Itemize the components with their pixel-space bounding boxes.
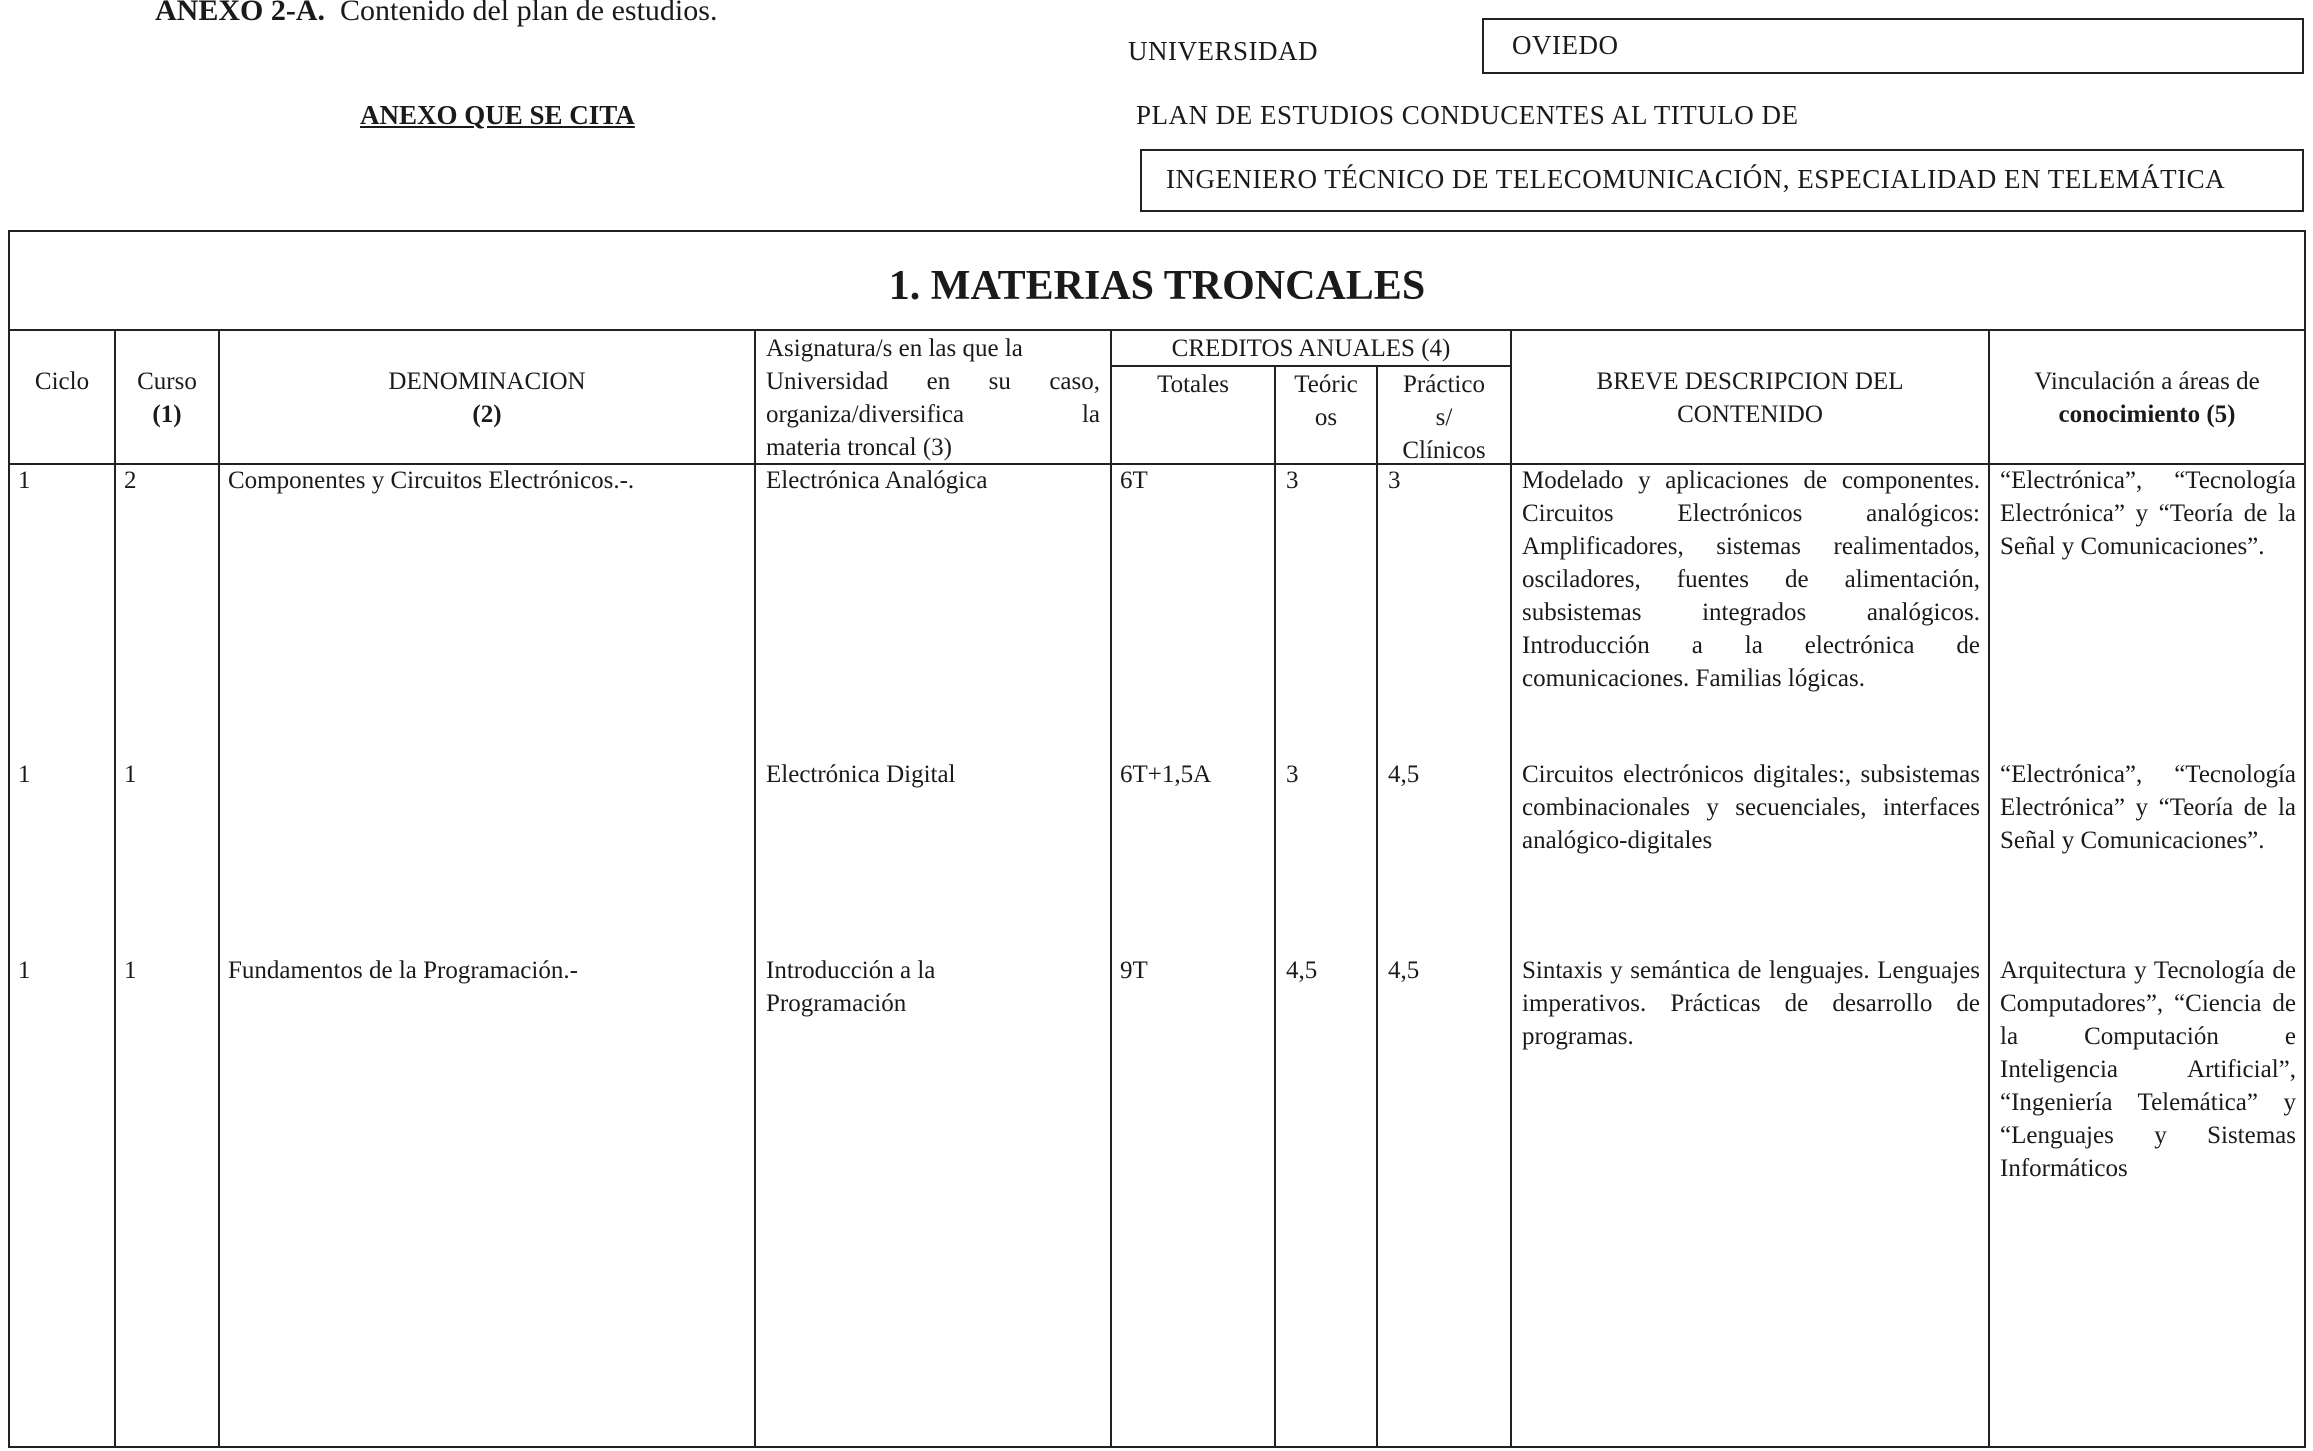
col-header-ciclo: Ciclo bbox=[34, 368, 90, 395]
annex-cited: ANEXO QUE SE CITA bbox=[360, 100, 635, 130]
col-header-denominacion bbox=[220, 365, 754, 431]
row3-ciclo: 1 bbox=[18, 957, 31, 984]
row1-teoricos: 3 bbox=[1286, 467, 1299, 494]
col-header-asignatura-line: organiza/diversifica la bbox=[766, 401, 1100, 428]
annex-heading-text: Contenido del plan de estudios. bbox=[340, 0, 718, 27]
row1-descripcion: Modelado y aplicaciones de componentes. Circuitos Electrónicos analógicos: Amplificadores, sistemas realimentados, osciladores, fuentes de alimentación, subsistemas integrados analógicos. Introducción a la electrónica de comunicaciones. Familias lógicas. bbox=[1522, 467, 1980, 692]
plan-label: PLAN DE ESTUDIOS CONDUCENTES AL TITULO DE bbox=[1136, 100, 1799, 130]
col-divider bbox=[754, 329, 756, 1447]
annex-heading bbox=[155, 0, 717, 28]
university-value: OVIEDO bbox=[1512, 30, 1619, 60]
col-divider bbox=[1510, 329, 1512, 1447]
row2-vinculacion: “Electrónica”, “Tecnología Electrónica” y “Teoría de la Señal y Comunicaciones”. bbox=[2000, 761, 2296, 854]
row2-asignatura: Electrónica Digital bbox=[766, 761, 956, 788]
col-header-asignatura bbox=[766, 332, 1100, 464]
row3-descripcion: Sintaxis y semántica de lenguajes. Lenguajes imperativos. Prácticas de desarrollo de programas. bbox=[1522, 957, 1980, 1050]
col-header-denominacion-note: (2) bbox=[472, 401, 502, 428]
row3-denominacion: Fundamentos de la Programación.- bbox=[228, 957, 578, 984]
col-header-asignatura-line: materia troncal (3) bbox=[766, 434, 953, 461]
col-divider bbox=[218, 329, 220, 1447]
subjects-table bbox=[8, 230, 2306, 1448]
row1-denominacion: Componentes y Circuitos Electrónicos.-. bbox=[228, 467, 635, 494]
col-divider bbox=[1274, 365, 1276, 1447]
col-header-teoricos-line: os bbox=[1314, 404, 1338, 431]
row3-asignatura: Introducción a la Programación bbox=[766, 957, 936, 1017]
row1-vinculacion: “Electrónica”, “Tecnología Electrónica” y “Teoría de la Señal y Comunicaciones”. bbox=[2000, 467, 2296, 560]
row3-curso: 1 bbox=[124, 957, 137, 984]
col-header-descripcion bbox=[1512, 365, 1988, 431]
row2-ciclo: 1 bbox=[18, 761, 31, 788]
col-header-curso bbox=[116, 365, 218, 431]
row2-practicos: 4,5 bbox=[1388, 761, 1420, 788]
col-divider bbox=[1376, 365, 1378, 1447]
col-header-practicos-line: Práctico bbox=[1403, 371, 1485, 398]
row3-practicos: 4,5 bbox=[1388, 957, 1420, 984]
row3-vinculacion: Arquitectura y Tecnología de Computadores”, “Ciencia de la Computación e Inteligencia Artificial”, “Ingeniería Telemática” y “Lenguajes y Sistemas Informáticos bbox=[2000, 957, 2296, 1182]
credits-subheader-rule bbox=[1110, 365, 1510, 367]
row2-teoricos: 3 bbox=[1286, 761, 1299, 788]
col-header-descripcion-line: CONTENIDO bbox=[1677, 401, 1823, 428]
table-header-rule bbox=[10, 329, 2304, 331]
col-divider bbox=[1110, 329, 1112, 1447]
row1-asignatura: Electrónica Analógica bbox=[766, 467, 988, 494]
col-header-asignatura-line: Universidad en su caso, bbox=[766, 368, 1100, 395]
col-header-descripcion-line: BREVE DESCRIPCION DEL bbox=[1596, 368, 1904, 395]
col-divider bbox=[114, 329, 116, 1447]
row3-totales: 9T bbox=[1120, 957, 1148, 984]
row2-descripcion: Circuitos electrónicos digitales:, subsistemas combinacionales y secuenciales, interfaces analógico-digitales bbox=[1522, 761, 1980, 854]
row1-curso: 2 bbox=[124, 467, 137, 494]
row2-totales: 6T+1,5A bbox=[1120, 761, 1212, 788]
col-header-asignatura-line: Asignatura/s en las que la bbox=[766, 335, 1023, 362]
row1-ciclo: 1 bbox=[18, 467, 31, 494]
col-header-teoricos-line: Teóric bbox=[1294, 371, 1358, 398]
annex-heading-bold: ANEXO 2-A. bbox=[155, 0, 325, 27]
degree-title: INGENIERO TÉCNICO DE TELECOMUNICACIÓN, ESPECIALIDAD EN TELEMÁTICA bbox=[1166, 164, 2226, 194]
row2-curso: 1 bbox=[124, 761, 137, 788]
col-header-vinculacion-line: conocimiento (5) bbox=[2058, 401, 2236, 428]
col-divider bbox=[1988, 329, 1990, 1447]
col-header-curso-note: (1) bbox=[152, 401, 182, 428]
col-header-vinculacion bbox=[1990, 365, 2304, 431]
col-header-teoricos bbox=[1276, 368, 1376, 434]
col-header-practicos-line: Clínicos bbox=[1402, 437, 1486, 464]
col-header-creditos: CREDITOS ANUALES (4) bbox=[1171, 335, 1451, 362]
col-header-vinculacion-line: Vinculación a áreas de bbox=[2034, 368, 2260, 395]
university-label: UNIVERSIDAD bbox=[1128, 36, 1318, 66]
col-header-denominacion-label: DENOMINACION bbox=[388, 368, 586, 395]
col-header-curso-label: Curso bbox=[137, 368, 197, 395]
row3-teoricos: 4,5 bbox=[1286, 957, 1318, 984]
col-header-practicos-line: s/ bbox=[1435, 404, 1453, 431]
col-header-totales: Totales bbox=[1157, 371, 1229, 398]
section-title: 1. MATERIAS TRONCALES bbox=[888, 263, 1426, 309]
row1-totales: 6T bbox=[1120, 467, 1148, 494]
row1-practicos: 3 bbox=[1388, 467, 1401, 494]
col-header-practicos bbox=[1378, 368, 1510, 467]
